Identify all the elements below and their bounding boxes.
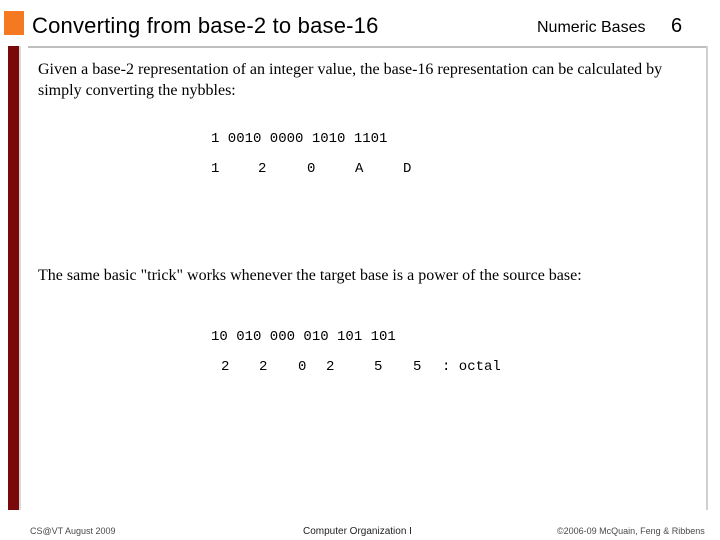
orange-square-icon xyxy=(4,11,24,35)
octal-digit: 2 xyxy=(259,359,268,375)
title-divider xyxy=(28,46,708,48)
paragraph-nybbles: Given a base-2 representation of an integer value, the base-16 representation can be calculated by simply converting the nybbles: xyxy=(38,61,663,99)
footer-center: Computer Organization I xyxy=(303,526,412,537)
footer-left: CS@VT August 2009 xyxy=(30,526,116,536)
slide-number: 6 xyxy=(671,15,683,37)
footer-right: ©2006-09 McQuain, Feng & Ribbens xyxy=(557,526,705,536)
binary-octal-row: 10 010 000 010 101 101 xyxy=(211,329,396,345)
binary-hex-row: 1 0010 0000 1010 1101 xyxy=(211,131,388,147)
octal-digit: 0 xyxy=(298,359,307,375)
hex-digit: D xyxy=(403,161,412,177)
slide-title: Converting from base-2 to base-16 xyxy=(32,13,379,38)
left-bar-shadow xyxy=(19,46,21,510)
octal-digit: 2 xyxy=(221,359,230,375)
hex-digit: A xyxy=(355,161,364,177)
left-accent-bar xyxy=(8,46,19,510)
octal-digit: 5 xyxy=(374,359,383,375)
octal-label: : octal xyxy=(442,359,501,375)
right-divider xyxy=(706,46,708,510)
octal-digit: 5 xyxy=(413,359,422,375)
hex-digit: 0 xyxy=(307,161,316,177)
hex-digit: 2 xyxy=(258,161,267,177)
hex-digit: 1 xyxy=(211,161,220,177)
paragraph-power-trick: The same basic "trick" works whenever the target base is a power of the source base: xyxy=(38,267,582,284)
section-label: Numeric Bases xyxy=(537,19,646,36)
octal-digit: 2 xyxy=(326,359,335,375)
